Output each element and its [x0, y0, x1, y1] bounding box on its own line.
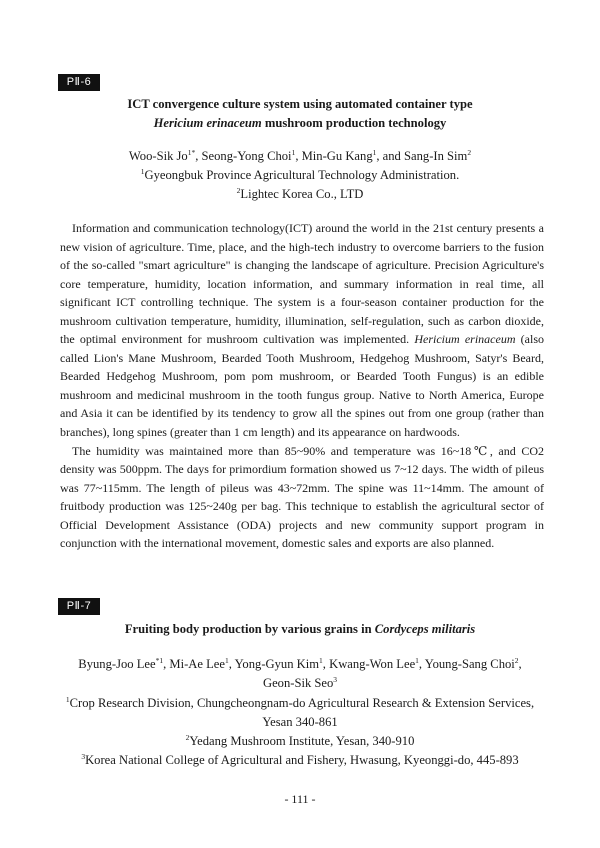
author: Kwang-Won Lee$^1$, — [329, 655, 425, 671]
author: Byung-Joo Lee$^{*1}$, — [78, 655, 170, 671]
abstract-paragraph: Information and communication technology(ICT) around the world in the 21st century presents a new vision of agriculture. Time, place, and the high-tech industry to overcome barriers to the fusion of the so-called "smart agriculture" is changing the landscape of agriculture. Precision Agriculture's core temperature, humidity, location information, and summary information in real time, all significant ICT controlling technique. The system is a four-season container production for the mushroom cultivation temperature, humidity, illumination, self-regulation, such as carbon dioxide, the optimal environment for mushroom cultivation was implemented. Hericium erinaceum (also called Lion's Mane Mushroom, Bearded Tooth Mushroom, Hedgehog Mushroom, Satyr's Beard, Bearded Hedgehog Mushroom, pom pom mushroom, or Bearded Tooth Fungus) is an edible mushroom and medicinal mushroom in the tooth fungus group. Native to North America, Europe and Asia it can be identified by its tendency to grow all the spines out from one group (rather than branches), long spines (greater than 1 cm length) and its appearance on hardwoods. — [60, 221, 545, 440]
species-name: Hericium erinaceum — [414, 332, 516, 347]
author-list — [40, 655, 560, 693]
author: Sang-In Sim$^2$ — [404, 147, 472, 163]
affiliation-list — [40, 166, 560, 204]
abstract-code-badge: PⅡ-7 — [58, 598, 100, 615]
species-name: Cordyceps militaris — [374, 622, 476, 636]
affiliation: $^2$Yedang Mushroom Institute, Yesan, 340-910 — [185, 732, 415, 748]
affiliation: Yesan 340-861 — [262, 715, 338, 729]
affiliation-list — [40, 694, 560, 770]
author-list — [40, 147, 560, 166]
title-line: ICT convergence culture system using automated container type — [127, 97, 473, 111]
abstract-code-badge: PⅡ-6 — [58, 74, 100, 91]
author: Geon-Sik Seo$^3$ — [262, 674, 338, 690]
author: Seong-Yong Choi$^1$, — [201, 147, 302, 163]
affiliation: $^1$Crop Research Division, Chungcheongnam-do Agricultural Research & Extension Services, — [65, 694, 535, 710]
author: Woo-Sik $Jo^{1*}$, — [128, 147, 202, 163]
affiliation: $^1$Gyeongbuk Province Agricultural Technology Administration. — [140, 166, 460, 182]
title-line: Hericium erinaceum mushroom production technology — [153, 116, 447, 130]
page-number: - 111 - — [284, 792, 316, 806]
author: Min-Gu Kang$^1$, and — [301, 147, 405, 163]
species-name: Hericium erinaceum — [153, 116, 262, 130]
abstract-paragraph: The humidity was maintained more than 85~90% and temperature was 16~18℃, and CO2 density was 500ppm. The days for primordium formation showed us 7~12 days. The width of pileus was 77~115mm. The length of pileus was 43~72mm. The spine was 11~14mm. The amount of fruitbody production was 125~240g per bag. This technique to establish the agricultural sector of Official Development Assistance (ODA) projects and new community support program in conjunction with the international movement, domestic sales and exports are also planned. — [60, 443, 544, 551]
affiliation: $^3$Korea National College of Agricultural and Fishery, Hwasung, Kyeonggi-do, 445-893 — [81, 751, 519, 767]
affiliation: $^2$Lightec Korea Co., LTD — [236, 185, 364, 201]
author: Young-Sang Choi$^2$, — [424, 655, 522, 671]
abstract-body — [60, 219, 544, 553]
abstract-title: Fruiting body production by various grains in Cordyceps militaris — [124, 622, 476, 636]
author: Yong-Gyun Kim$^1$, — [234, 655, 330, 671]
author: Mi-Ae Lee$^1$, — [169, 655, 235, 671]
abstract-title — [40, 95, 560, 133]
